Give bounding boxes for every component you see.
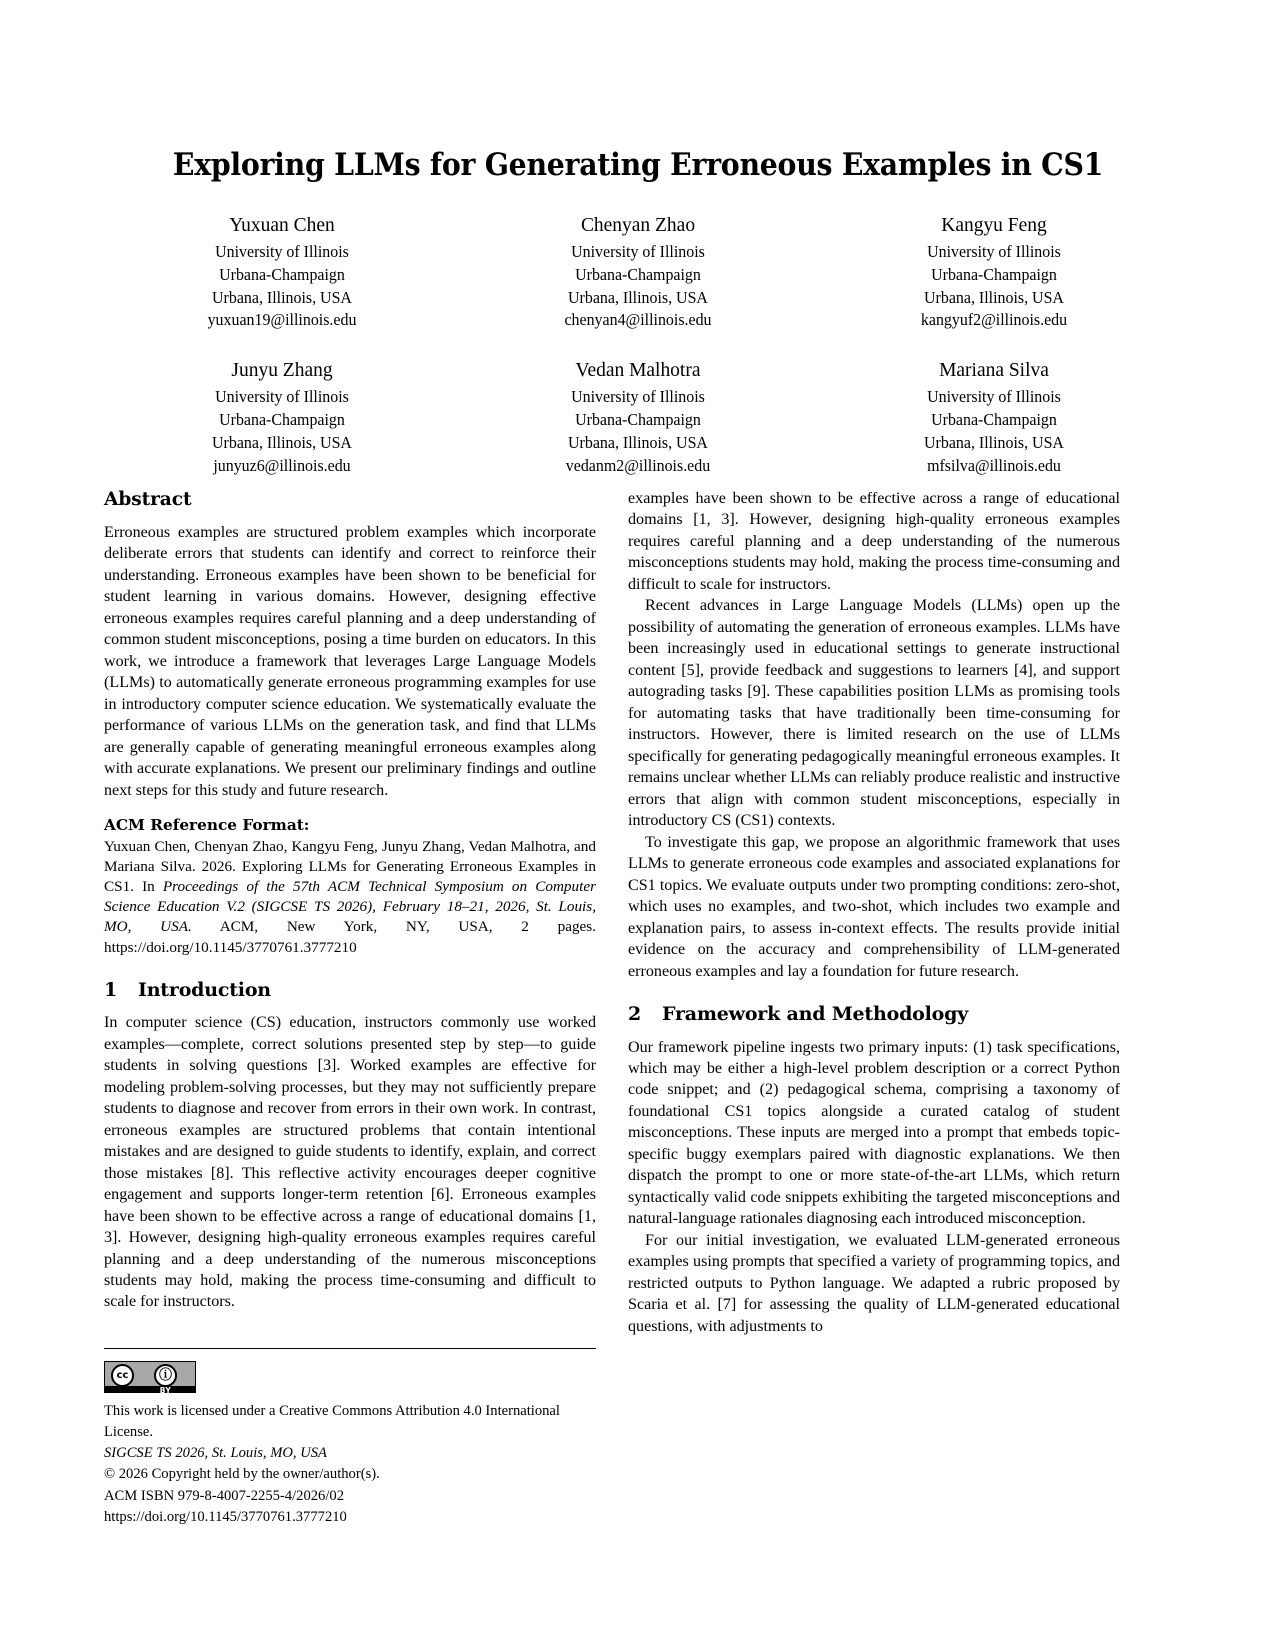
author-name: Mariana Silva [939,359,1049,382]
author-location: Urbana, Illinois, USA [924,287,1064,307]
author-email[interactable]: mfsilva@illinois.edu [927,455,1061,475]
introduction-paragraph-3: To investigate this gap, we propose an algorithmic framework that uses LLMs to generate erroneous code examples and associated explanations for CS1 topics. We evaluate outputs under two prompting conditions: zero-shot, which uses no examples, and two-shot, which includes two example and explanation pairs, to assess in-context effects. The results provide initial evidence on the accuracy and comprehensibility of LLM-generated erroneous examples and lay a foundation for future research. [628,833,1120,980]
abstract-heading: Abstract [104,489,192,510]
author-location: Urbana, Illinois, USA [924,432,1064,452]
left-column [104,488,596,1313]
author-row [104,212,1172,332]
framework-paragraph-1: Our framework pipeline ingests two primary inputs: (1) task specifications, which may be either a high-level problem description or a correct Python code snippet; and (2) pedagogical schema, comprising a taxonomy of foundational CS1 topics alongside a curated catalog of student misconceptions. These inputs are merged into a prompt that embeds topic-specific buggy exemplars paired with diagnostic explanations. We then dispatch the prompt to one or more state-of-the-art LLMs, which return syntactically valid code snippets exhibiting the targeted misconceptions and natural-language rationales diagnosing each introduced misconception. [628,1038,1120,1228]
author-affiliation-line2: Urbana-Champaign [219,264,345,284]
author-entry [816,357,1172,477]
cc-by-person-icon: ⓘ [154,1364,177,1387]
author-name: Kangyu Feng [941,214,1047,236]
creative-commons-badge-icon [104,1361,196,1393]
author-block [104,212,1172,478]
introduction-paragraph-1-continued: examples have been shown to be effective across a range of educational domains [1, 3]. However, designing high-quality erroneous examples requires careful planning and a deep understanding of the numerous misconceptions students may hold, making the process time-consuming and difficult to scale for instructors. [628,490,1120,593]
ref-italic-venue: Proceedings of the 57th ACM Technical Symposium on Computer Science Education V.2 (SIGCSE TS 2026), February 18–21, 2026, St. Louis, MO, USA. [104,877,596,936]
framework-paragraph-2: For our initial investigation, we evaluated LLM-generated erroneous examples using prompts that specified a variety of programming topics, and restricted outputs to Python language. We adapted a rubric proposed by Scaria et al. [7] for assessing the quality of LLM-generated educational questions, with adjustments to [628,1231,1120,1335]
author-name: Junyu Zhang [231,359,333,382]
cc-icon: cc [111,1364,134,1387]
author-row [104,357,1172,477]
author-email[interactable]: junyuz6@illinois.edu [213,455,351,475]
footer-divider [104,1348,596,1349]
copyright-line: © 2026 Copyright held by the owner/author(s). [104,1466,380,1483]
introduction-paragraph-2: Recent advances in Large Language Models (LLMs) open up the possibility of automating the generation of erroneous examples. LLMs have been increasingly used in educational settings to generate instructional content [5], provide feedback and suggestions to learners [4], and support autograding tasks [9]. These capabilities position LLMs as promising tools for automating tasks that have traditionally been time-consuming for instructors. However, there is limited research on the use of LLMs specifically for generating pedagogically meaningful erroneous examples. It remains unclear whether LLMs can reliably produce realistic and instructive errors that align with common student misconceptions, especially in introductory CS (CS1) contexts. [628,597,1121,830]
author-affiliation-line1: University of Illinois [571,241,705,261]
author-entry [460,212,816,332]
introduction-heading [104,978,596,1003]
author-entry [104,357,460,477]
footer-text-block [104,1401,596,1528]
isbn-line: ACM ISBN 979-8-4007-2255-4/2026/02 [104,1487,344,1504]
author-entry [104,212,460,332]
author-name: Chenyan Zhao [580,214,696,236]
author-name: Vedan Malhotra [575,359,701,382]
cc-by-label: BY [159,1386,172,1395]
author-entry [816,212,1172,332]
author-entry [460,357,816,477]
section-title: Introduction [138,978,271,1001]
right-column [628,488,1120,1337]
author-name: Yuxuan Chen [229,214,335,236]
acm-reference-format-heading: ACM Reference Format: [104,816,310,835]
author-location: Urbana, Illinois, USA [568,432,708,452]
author-affiliation-line2: Urbana-Champaign [931,409,1057,429]
author-location: Urbana, Illinois, USA [568,287,708,307]
author-location: Urbana, Illinois, USA [212,287,352,307]
section-number: 1 [104,978,118,1001]
ref-part2: ACM, New York, NY, USA, 2 pages. https://doi.org/10.1145/3770761.3777210 [104,918,596,956]
license-line: This work is licensed under a Creative Commons Attribution 4.0 International License. [104,1403,560,1441]
author-email[interactable]: kangyuf2@illinois.edu [920,310,1068,330]
author-affiliation-line1: University of Illinois [215,241,349,261]
author-affiliation-line1: University of Illinois [927,241,1061,261]
author-affiliation-line1: University of Illinois [571,387,705,407]
author-affiliation-line1: University of Illinois [215,387,349,407]
author-affiliation-line2: Urbana-Champaign [575,409,701,429]
section-title: Framework and Methodology [662,1003,969,1026]
venue-line: SIGCSE TS 2026, St. Louis, MO, USA [104,1445,327,1462]
title-block [104,148,1172,182]
page-title: Exploring LLMs for Generating Erroneous Examples in CS1 [172,147,1104,183]
acm-reference-format-body [104,837,596,958]
framework-heading [628,1002,1120,1027]
author-email[interactable]: chenyan4@illinois.edu [564,310,712,330]
license-footer [104,1348,596,1528]
author-affiliation-line2: Urbana-Champaign [575,264,701,284]
section-number: 2 [628,1003,642,1026]
ref-part1: Yuxuan Chen, Chenyan Zhao, Kangyu Feng, Junyu Zhang, Vedan Malhotra, and Mariana Silva. 2026. Exploring LLMs for Generating Erroneous Examples in CS1. In [104,837,596,895]
author-location: Urbana, Illinois, USA [212,432,352,452]
author-affiliation-line2: Urbana-Champaign [931,264,1057,284]
author-email[interactable]: yuxuan19@illinois.edu [207,310,357,330]
doi-line[interactable]: https://doi.org/10.1145/3770761.3777210 [104,1508,347,1525]
acm-reference-format [104,815,596,958]
author-affiliation-line1: University of Illinois [927,387,1061,407]
author-email[interactable]: vedanm2@illinois.edu [565,455,711,475]
author-affiliation-line2: Urbana-Champaign [219,409,345,429]
introduction-paragraph-1: In computer science (CS) education, instructors commonly use worked examples—complete, correct solutions presented step by step—to guide students in solving questions [3]. Worked examples are effective for modeling problem-solving processes, but they may not sufficiently prepare students to diagnose and recover from errors in their own work. In contrast, erroneous examples are structured problems that contain intentional mistakes and are designed to guide students to identify, explain, and correct those mistakes [8]. This reflective activity encourages deeper cognitive engagement and supports longer-term retention [6]. Erroneous examples have been shown to be effective across a range of educational domains [1, 3]. However, designing high-quality erroneous examples requires careful planning and a deep understanding of the numerous misconceptions students may hold, making the process time-consuming and difficult to scale for instructors. [104,1014,596,1311]
abstract-text: Erroneous examples are structured problem examples which incorporate deliberate errors that students can identify and correct to reinforce their understanding. Erroneous examples have been shown to be beneficial for student learning in various domains. However, designing effective erroneous examples requires careful planning and a deep understanding of common student misconceptions, posing a time burden on educators. In this work, we introduce a framework that leverages Large Language Models (LLMs) to automatically generate erroneous programming examples for use in introductory computer science education. We systematically evaluate the performance of various LLMs on the generation task, and find that LLMs are generally capable of generating meaningful erroneous examples along with accurate explanations. We present our preliminary findings and outline next steps for this study and future research. [104,523,596,799]
